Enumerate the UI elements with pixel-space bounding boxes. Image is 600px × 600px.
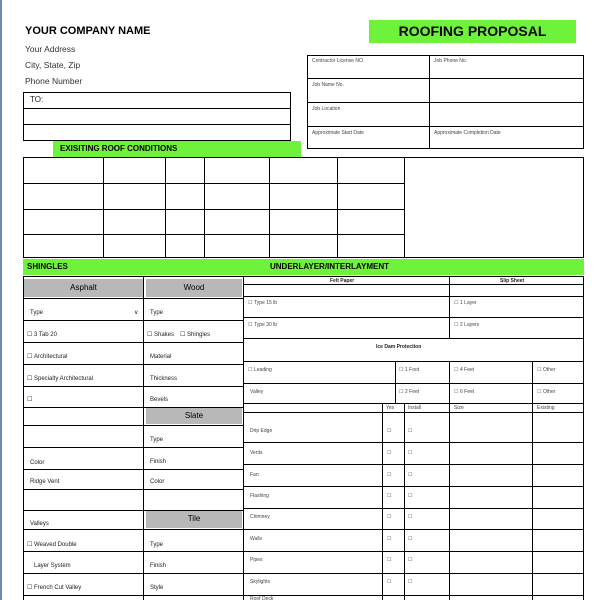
asphalt-label: Asphalt [70,283,97,292]
ice-6ft-label: 6 Feet [460,389,475,395]
col-existing: Existing [537,405,555,411]
slip-1-checkbox[interactable]: ☐ [454,300,459,306]
existing-roof-table[interactable] [23,157,584,258]
window-left-edge [0,0,2,600]
felt-15-checkbox[interactable]: ☐ [248,300,253,306]
layer-system-label: Layer System [34,563,71,569]
ice-leading-label: Leading [254,367,272,373]
job-name-label: Job Name No. [312,82,344,88]
asphalt-type-label: Type [30,310,44,316]
slip-2-label: 2 Layers [460,322,480,328]
ice-leading-checkbox[interactable]: ☐ [248,367,253,373]
company-city: City, State, Zip [25,60,81,70]
architectural-label: Architectural [34,354,68,360]
valleys-label: Valleys [30,521,49,527]
contractor-license-label: Contractor License NO. [312,58,365,64]
job-location-label: Job Location [312,106,341,112]
item-vents: Vents [250,450,263,456]
col-size: Size [454,405,464,411]
shakes-label: Shakes [154,332,175,338]
wood-label: Wood [183,283,205,292]
install-checkbox[interactable]: ☐ [408,579,413,585]
to-label: TO: [30,95,44,104]
ice-other1-label: Other [543,367,556,373]
ice-1ft-label: 1 Foot [405,367,420,373]
install-checkbox[interactable]: ☐ [408,493,413,499]
slip-1-label: 1 Layer [460,300,477,306]
felt-30-label: Type 30 lb [254,322,278,328]
wood-shingles-checkbox[interactable]: ☐ [180,332,186,338]
company-address: Your Address [25,44,76,54]
job-phone-label: Job Phone No. [434,58,468,64]
ice-other2-label: Other [543,389,556,395]
item-pipes: Pipes [250,557,263,563]
yes-checkbox[interactable]: ☐ [387,514,392,520]
tile-style-label: Style [150,585,164,591]
felt-paper-header: Felt Paper [330,278,355,284]
wood-shingles-label: Shingles [187,332,211,338]
specialty-architectural-label: Specialty Architectural [34,376,94,382]
shakes-checkbox[interactable]: ☐ [147,332,153,338]
install-checkbox[interactable]: ☐ [408,536,413,542]
yes-checkbox[interactable]: ☐ [387,579,392,585]
proposal-title: ROOFING PROPOSAL [398,23,547,39]
start-date-label: Approximate Start Date [312,130,364,136]
yes-checkbox[interactable]: ☐ [387,536,392,542]
yes-checkbox[interactable]: ☐ [387,493,392,499]
install-checkbox[interactable]: ☐ [408,557,413,563]
to-box[interactable] [23,92,291,141]
wood-type-label: Type [150,310,164,316]
install-checkbox[interactable]: ☐ [408,514,413,520]
slate-color-label: Color [150,479,165,485]
ridge-vent-label: Ridge Vent [30,479,60,485]
architectural-checkbox[interactable]: ☐ [27,354,33,360]
ice-2ft-label: 2 Feet [405,389,420,395]
install-checkbox[interactable]: ☐ [408,450,413,456]
yes-checkbox[interactable]: ☐ [387,557,392,563]
slate-type-label: Type [150,437,164,443]
felt-30-checkbox[interactable]: ☐ [248,322,253,328]
french-cut-checkbox[interactable]: ☐ [27,585,33,591]
slip-2-checkbox[interactable]: ☐ [454,322,459,328]
yes-checkbox[interactable]: ☐ [387,428,392,434]
ice-other2-checkbox[interactable]: ☐ [537,389,542,395]
specialty-architectural-checkbox[interactable]: ☐ [27,376,33,382]
french-cut-label: French Cut Valley [34,585,82,591]
blank-checkbox[interactable]: ☐ [27,397,33,403]
item-skylights: Skylights [250,579,271,585]
tile-label: Tile [187,514,201,523]
tile-finish-label: Finish [150,563,167,569]
ice-2ft-checkbox[interactable]: ☐ [399,389,404,395]
thickness-label: Thickness [150,376,178,382]
item-drip-edge: Drip Edge [250,428,273,434]
item-fan: Fan [250,472,259,478]
item-flashing: Flashing [250,493,269,499]
col-install: Install [408,405,422,411]
slip-sheet-header: Slip Sheet [500,278,525,284]
asphalt-3tab-label: 3 Tab 20 [34,332,57,338]
existing-roof-heading: EXISITING ROOF CONDITIONS [60,144,178,153]
shingles-heading: SHINGLES [27,262,68,271]
ice-4ft-checkbox[interactable]: ☐ [454,367,459,373]
install-checkbox[interactable]: ☐ [408,428,413,434]
item-walls: Walls [250,536,263,542]
ice-other1-checkbox[interactable]: ☐ [537,367,542,373]
tile-type-label: Type [150,542,164,548]
felt-15-label: Type 15 lb [254,300,278,306]
install-checkbox[interactable]: ☐ [408,472,413,478]
yes-checkbox[interactable]: ☐ [387,472,392,478]
company-name: YOUR COMPANY NAME [25,25,151,37]
item-roof-deck: Roof Deck [250,596,274,600]
underlayer-heading: UNDERLAYER/INTERLAYMENT [270,262,389,271]
col-yes: Yes [386,405,395,411]
item-chimney: Chimney [250,514,270,520]
weaved-double-checkbox[interactable]: ☐ [27,542,33,548]
ice-valley-label: Valley [250,389,264,395]
slate-label: Slate [184,411,204,420]
slate-finish-label: Finish [150,459,167,465]
ice-1ft-checkbox[interactable]: ☐ [399,367,404,373]
asphalt-color-label: Color [30,460,45,466]
material-label: Material [150,354,172,360]
completion-date-label: Approximate Completion Date [434,130,501,136]
ice-6ft-checkbox[interactable]: ☐ [454,389,459,395]
bevels-label: Bevels [150,397,169,403]
ice-4ft-label: 4 Feet [460,367,475,373]
ice-dam-header: Ice Dam Protection [376,344,422,350]
company-phone: Phone Number [25,76,83,86]
asphalt-3tab-checkbox[interactable]: ☐ [27,332,33,338]
yes-checkbox[interactable]: ☐ [387,450,392,456]
weaved-double-label: Weaved Double [34,542,77,548]
